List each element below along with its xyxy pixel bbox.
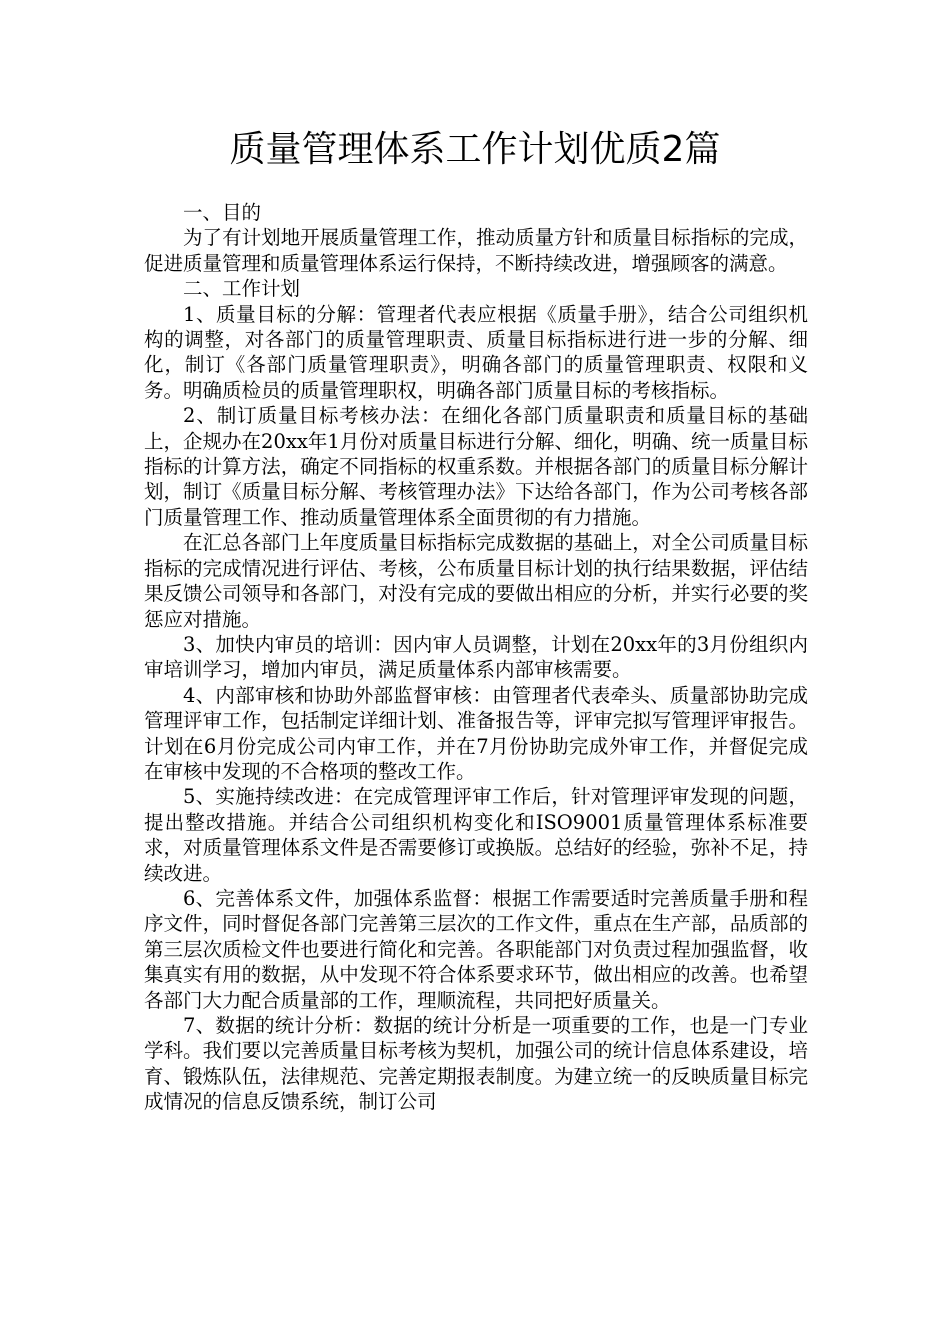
paragraph-item-2: 2、制订质量目标考核办法：在细化各部门质量职责和质量目标的基础上，企规办在20xx年1月份对质量目标进行分解、细化，明确、统一质量目标指标的计算方法，确定不同指标的权重系数。并根据各部门的质量目标分解计划，制订《质量目标分解、考核管理办法》下达给各部门，作为公司考核各部门质量管理工作、推动质量管理体系全面贯彻的有力措施。 [144, 404, 808, 529]
document-title: 质量管理体系工作计划优质2篇 [229, 129, 721, 170]
heading-work-plan: 二、工作计划 [183, 277, 301, 301]
paragraph-item-1: 1、质量目标的分解：管理者代表应根据《质量手册》，结合公司组织机构的调整，对各部门的质量管理职责、质量目标指标进行进一步的分解、细化，制订《各部门质量管理职责》，明确各部门的质量管理职责、权限和义务。明确质检员的质量管理职权，明确各部门质量目标的考核指标。 [144, 302, 808, 402]
heading-purpose: 一、目的 [183, 201, 262, 224]
paragraph-item-5: 5、实施持续改进：在完成管理评审工作后，针对管理评审发现的问题，提出整改措施。并结合公司组织机构变化和ISO9001质量管理体系标准要求，对质量管理体系文件是否需要修订或换版。总结好的经验，弥补不足，持续改进。 [144, 785, 808, 885]
document-body [144, 200, 808, 1115]
paragraph-item-2-cont: 在汇总各部门上年度质量目标指标完成数据的基础上，对全公司质量目标指标的完成情况进行评估、考核，公布质量目标计划的执行结果数据，评估结果反馈公司领导和各部门，对没有完成的要做出相应的分析，并实行必要的奖惩应对措施。 [144, 531, 808, 631]
paragraph-item-6: 6、完善体系文件，加强体系监督：根据工作需要适时完善质量手册和程序文件，同时督促各部门完善第三层次的工作文件，重点在生产部，品质部的第三层次质检文件也要进行简化和完善。各职能部门对负责过程加强监督，收集真实有用的数据，从中发现不符合体系要求环节，做出相应的改善。也希望各部门大力配合质量部的工作，理顺流程，共同把好质量关。 [144, 886, 808, 1012]
paragraph-item-7: 7、数据的统计分析：数据的统计分析是一项重要的工作，也是一门专业学科。我们要以完善质量目标考核为契机，加强公司的统计信息体系建设，培育、锻炼队伍，法律规范、完善定期报表制度。为建立统一的反映质量目标完成情况的信息反馈系统，制订公司 [144, 1014, 808, 1114]
paragraph-purpose: 为了有计划地开展质量管理工作，推动质量方针和质量目标指标的完成，促进质量管理和质量管理体系运行保持，不断持续改进，增强顾客的满意。 [144, 226, 808, 275]
paragraph-item-3: 3、加快内审员的培训：因内审人员调整，计划在20xx年的3月份组织内审培训学习，增加内审员，满足质量体系内部审核需要。 [144, 632, 808, 682]
paragraph-item-4: 4、内部审核和协助外部监督审核：由管理者代表牵头、质量部协助完成管理评审工作，包括制定详细计划、准备报告等，评审完拟写管理评审报告。计划在6月份完成公司内审工作，并在7月份协助完成外审工作，并督促完成在审核中发现的不合格项的整改工作。 [144, 683, 808, 783]
